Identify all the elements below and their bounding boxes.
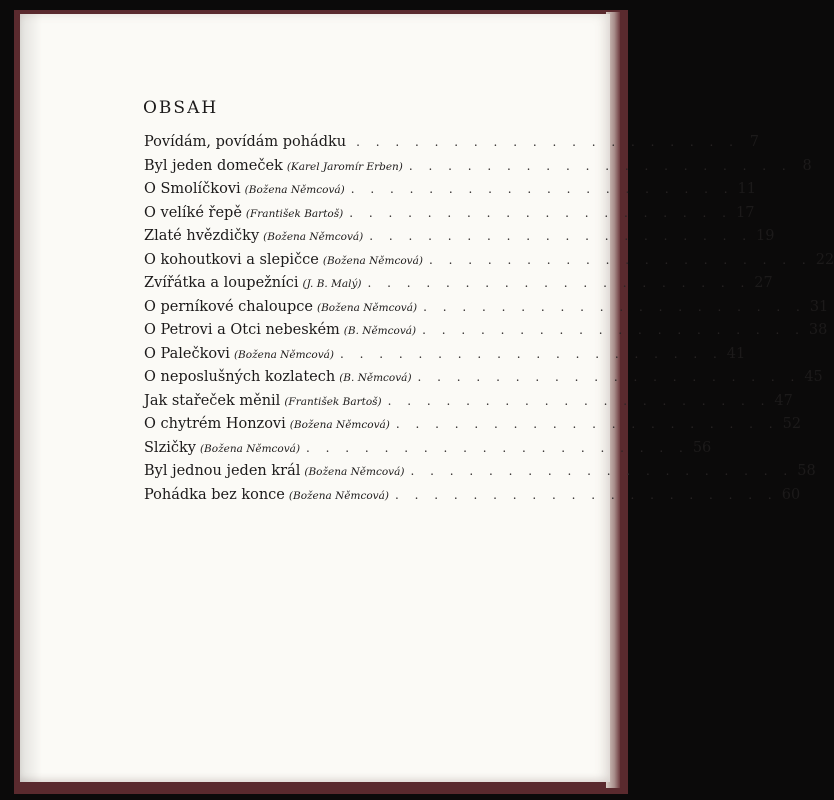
- toc-entry-page-number: 60: [781, 486, 801, 503]
- dot-leader: . . . . . . . . . . . . . . . . . . . .: [410, 464, 794, 478]
- toc-entry-title: O chytrém Honzovi: [144, 416, 286, 432]
- toc-entry-title: Zlaté hvězdičky: [144, 228, 260, 244]
- toc-entry-author: (B. Němcová): [339, 372, 412, 384]
- toc-entry-author: (Božena Němcová): [316, 301, 418, 314]
- dot-leader: . . . . . . . . . . . . . . . . . . . .: [408, 158, 792, 173]
- toc-entry: [144, 157, 812, 182]
- toc-entry-author: (František Bartoš): [245, 207, 344, 220]
- dot-leader: . . . . . . . . . . . . . . . . . . . .: [428, 252, 812, 267]
- dot-leader: . . . . . . . . . . . . . . . . . . . .: [367, 276, 751, 290]
- dot-leader: . . . . . . . . . . . . . . . . . . . .: [306, 440, 689, 455]
- dot-leader: . . . . . . . . . . . . . . . . . . . .: [356, 135, 739, 149]
- toc-entry: [144, 204, 755, 229]
- toc-entry-title: O Smolíčkovi: [144, 181, 241, 197]
- toc-entry-author: (Božena Němcová): [233, 348, 335, 361]
- toc-entry-page-number: 22: [815, 251, 834, 268]
- toc-entry-title: Zvířátka a loupežníci: [144, 275, 299, 291]
- toc-entry-title: O Petrovi a Otci nebeském: [144, 322, 340, 338]
- toc-entry-title: Pohádka bez konce: [144, 486, 285, 503]
- dot-leader: . . . . . . . . . . . . . . . . . . . .: [395, 417, 779, 431]
- toc-entry-page-number: 27: [754, 275, 773, 291]
- dot-leader: . . . . . . . . . . . . . . . . . . . .: [417, 370, 801, 384]
- toc-entry: [144, 134, 759, 158]
- toc-entry-page-number: 17: [736, 204, 755, 221]
- toc-entry-author: (Božena Němcová): [263, 231, 364, 243]
- toc-entry-title: O velíké řepě: [144, 204, 242, 221]
- toc-entry-page-number: 41: [726, 345, 746, 362]
- toc-entry-title: O kohoutkovi a slepičce: [144, 251, 319, 268]
- toc-entry: [144, 486, 801, 511]
- toc-entry-page-number: 38: [808, 322, 828, 338]
- toc-entry-title: O Palečkovi: [144, 345, 230, 362]
- toc-entry-author: (Božena Němcová): [244, 184, 345, 196]
- toc-entry-page-number: 58: [797, 463, 816, 479]
- toc-entry-page-number: 11: [737, 181, 756, 197]
- toc-entry-author: (B. Němcová): [343, 325, 417, 337]
- toc-entry: [144, 228, 775, 252]
- dot-leader: . . . . . . . . . . . . . . . . . . . .: [349, 205, 732, 220]
- table-of-contents: [144, 134, 834, 510]
- toc-entry-author: (Božena Němcová): [288, 489, 389, 502]
- toc-entry-page-number: 19: [756, 228, 775, 244]
- toc-entry-page-number: 47: [774, 392, 793, 409]
- toc-entry: [144, 322, 828, 346]
- toc-entry: [144, 275, 773, 299]
- dot-leader: . . . . . . . . . . . . . . . . . . . .: [394, 487, 778, 502]
- page-gutter-shadow: [20, 14, 42, 782]
- toc-entry: [144, 392, 793, 417]
- toc-entry-title: Jak stařeček měnil: [144, 392, 281, 409]
- toc-entry-page-number: 45: [804, 369, 823, 385]
- toc-entry-author: (Božena Němcová): [199, 442, 301, 455]
- dot-leader: . . . . . . . . . . . . . . . . . . . .: [350, 182, 734, 196]
- toc-entry: [144, 463, 816, 487]
- toc-entry-title: Byl jeden domeček: [144, 157, 283, 174]
- dot-leader: . . . . . . . . . . . . . . . . . . . .: [422, 323, 805, 337]
- toc-entry-page-number: 52: [782, 416, 802, 432]
- dot-leader: . . . . . . . . . . . . . . . . . . . .: [369, 229, 753, 243]
- toc-entry: [144, 298, 829, 323]
- toc-heading: OBSAH: [143, 98, 219, 118]
- dot-leader: . . . . . . . . . . . . . . . . . . . .: [387, 393, 771, 408]
- toc-entry-title: Slzičky: [144, 439, 196, 456]
- toc-entry-page-number: 7: [749, 134, 759, 150]
- toc-entry-author: (Božena Němcová): [322, 254, 423, 267]
- toc-entry-author: (J. B. Malý): [302, 278, 362, 290]
- toc-entry: [144, 416, 802, 440]
- toc-entry: [144, 181, 756, 205]
- toc-entry-author: (František Bartoš): [284, 395, 382, 408]
- toc-entry: [144, 251, 834, 276]
- toc-entry-page-number: 8: [802, 157, 812, 174]
- toc-entry-author: (Karel Jaromír Erben): [286, 160, 403, 173]
- toc-entry: [144, 345, 746, 370]
- toc-entry-page-number: 56: [692, 439, 712, 456]
- toc-entry-page-number: 31: [809, 298, 829, 315]
- toc-entry-title: O neposlušných kozlatech: [144, 369, 336, 385]
- dot-leader: . . . . . . . . . . . . . . . . . . . .: [340, 346, 723, 361]
- toc-entry-author: (Božena Němcová): [304, 466, 405, 478]
- toc-entry-title: Byl jednou jeden král: [144, 463, 301, 479]
- toc-entry-title: Povídám, povídám pohádku: [144, 134, 347, 150]
- toc-entry-title: O perníkové chaloupce: [144, 298, 313, 315]
- toc-entry: [144, 369, 823, 393]
- toc-entry-author: (Božena Němcová): [289, 419, 390, 431]
- dot-leader: . . . . . . . . . . . . . . . . . . . .: [423, 299, 806, 314]
- toc-entry: [144, 439, 712, 464]
